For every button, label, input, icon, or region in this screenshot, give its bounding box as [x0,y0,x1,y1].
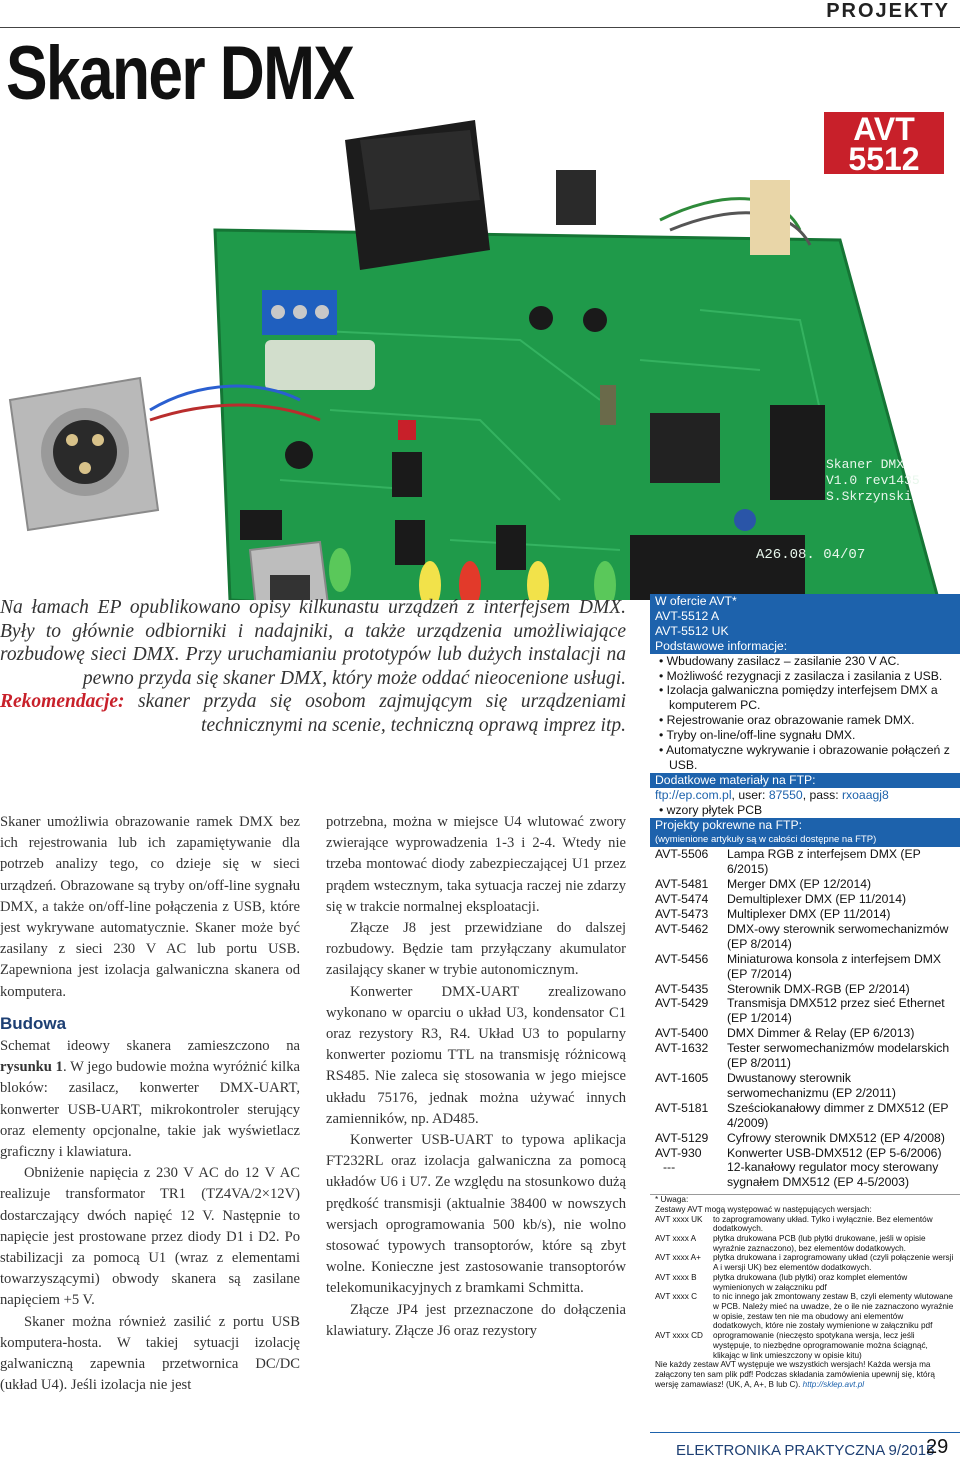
lead-paragraph [0,596,626,737]
pin-header [750,180,790,255]
project-row [650,847,960,877]
project-code: AVT-5129 [655,1130,709,1145]
note-key: AVT xxxx UK [655,1214,703,1224]
note-title: * Uwaga: [655,1195,689,1205]
project-desc: Demultiplexer DMX (EP 11/2014) [727,892,907,907]
footer-rule [650,1432,960,1433]
silkscreen-line-2: V1.0 rev1435 [826,473,920,488]
note-key: AVT xxxx CD [655,1331,703,1341]
ftp-pass: rxoaagj8 [842,787,889,802]
avt-badge-line2: 5512 [848,141,920,177]
col2-paragraph-4: Konwerter USB-UART to typowa aplikacja FT232RL oraz izolacja galwaniczna za pomocą układów U6 i U7. Ze względu na stosunkowo dużą prędkość transmisji (aktualnie 38400 w nowszych wersjach oprogramowania 500 kb/s), nie wolno stosować typowych transoptorów, które są zbyt wolne. Konieczne jest zastosowanie transoptorów telekomunikacyjnych z bramkami Schmitta. [326,1132,626,1297]
project-desc: Cyfrowy sterownik DMX512 (EP 4/2008) [727,1130,945,1145]
note-key: AVT xxxx B [655,1272,697,1282]
project-row [650,1146,960,1161]
project-desc: DMX Dimmer & Relay (EP 6/2013) [727,1026,915,1041]
terminal-block [262,290,337,335]
info-sidebar [650,594,960,1389]
text-column-1 [0,812,300,1396]
lead-recommendation [0,690,626,737]
transformer [345,120,490,270]
silkscreen-line-1: Skaner DMX [826,457,905,472]
footer-magazine: ELEKTRONIKA PRAKTYCZNA 9/2015 [676,1442,935,1459]
project-code: AVT-5400 [655,1026,709,1041]
section-label: PROJEKTY [826,0,950,22]
project-code: AVT-1632 [655,1041,709,1056]
page-title: Skaner DMX [6,31,354,116]
project-code: AVT-5429 [655,996,709,1011]
project-code: AVT-5181 [655,1100,709,1115]
pcb-board [215,230,948,600]
project-row [650,877,960,892]
project-desc: Lampa RGB z interfejsem DMX (EP 6/2015) [727,847,921,877]
section-heading-budowa: Budowa [0,1013,67,1033]
p2-start: Schemat ideowy skanera zamieszczono na [0,1038,300,1055]
note-value: płytka drukowana (lub płytki) oraz komplet elementów wymienionych w załączniku pdf [713,1272,908,1292]
project-desc: Miniaturowa konsola z interfejsem DMX (EP 7/2014) [727,951,942,981]
project-code: --- [663,1160,676,1175]
note-row [655,1292,955,1331]
project-code: AVT-5474 [655,892,709,907]
project-desc: Sześciokanałowy dimmer z DMX512 (EP 4/2009) [727,1100,949,1130]
xlr-connector [10,378,158,530]
project-code: AVT-930 [655,1145,702,1160]
note-row [655,1331,955,1360]
col1-paragraph-3: Obniżenie napięcia z 230 V AC do 12 V AC realizuje transformator TR1 (TZ4VA/2×12V) dostarczający dwóch napięć 12 V. Następnie to napięcie jest prostowane przez diody D1 i D2. Po stabilizacji za pomocą U1 (wraz z elementami towarzyszącymi) obwody skanera są zasilane napięciem +5 V. [0,1165,300,1309]
ftp-list [650,803,960,818]
projects-list [650,847,960,1190]
project-desc: Transmisja DMX512 przez sieć Ethernet (EP 1/2014) [727,996,945,1026]
recommendation-label: Rekomendacje: [0,691,125,712]
col2-paragraph-1: potrzebna, można w miejsce U4 wlutować zwory zwierające wyprowadzenia 1-3 i 2-4. Wtedy nie trzeba montować diody zabezpieczającej U1 przez prądem wstecznym, taka sytuacja raczej nie zdarzy się w trakcie normalnej eksploatacji. [326,814,626,915]
project-desc: Dwustanowy sterownik serwomechanizmu (EP 2/2011) [727,1071,896,1100]
idc-connector-small [770,405,825,500]
note-value: płytka drukowana i zaprogramowany układ (czyli połączenie wersji A i wersji UK) bez elementów dodatkowych. [713,1253,954,1273]
note-key: AVT xxxx A [655,1234,697,1244]
avt-badge [824,111,944,177]
note-value: płytka drukowana PCB (lub płytki drukowane, jeśli w opisie wyraźnie zaznaczono), bez elementów dodatkowych. [713,1234,926,1253]
ftp-user: 87550 [768,787,803,802]
page-number: 29 [926,1436,949,1458]
text-column-2 [326,812,626,1342]
note-key: AVT xxxx C [655,1292,698,1302]
sidebar-heading-ftp: Dodatkowe materiały na FTP: [650,773,960,788]
note-row [655,1273,955,1292]
project-row [650,907,960,922]
note-end-text: Nie każdy zestaw AVT występuje we wszystkich wersjach! Każda wersja ma załączony ten sam plik pdf! Podczas składania zamówienia upewnij się, którą wersję zamawiasz! (UK, A, A+, B lub C). [655,1360,935,1389]
pcb-photo [0,80,960,600]
col2-paragraph-5: Złącze JP4 jest przeznaczone do dołączenia klawiatury. Złącze J6 oraz rezystory [326,1301,626,1339]
project-row [650,1101,960,1131]
shop-link[interactable]: http://sklep.avt.pl [802,1379,865,1389]
info-item: • Rejestrowanie oraz obrazowanie ramek DMX. [655,713,955,728]
p2-end: . W jego budowie można wyróżnić kilka bloków: zasilacz, konwerter DMX-UART, konwerter USB-UART, mikrokontroler sterujący oraz elementy opcjonalne, takie jak wyświetlacz graficzny i klawiatura. [0,1059,300,1161]
note-row [655,1215,955,1234]
usb-b-connector [250,542,330,600]
info-item: • Wbudowany zasilacz – zasilanie 230 V AC. [655,654,955,669]
col1-paragraph-2 [0,1036,300,1163]
sidebar-offer-uk: AVT-5512 UK [650,624,960,639]
note-value: to zaprogramowany układ. Tylko i wyłącznie. Bez elementów dodatkowych. [713,1214,933,1234]
project-row [650,1131,960,1146]
microcontroller [650,413,720,483]
sidebar-heading-projects: Projekty pokrewne na FTP: [650,818,960,833]
project-row [650,892,960,907]
note-row [655,1234,955,1253]
figure-ref: rysunku 1 [0,1059,63,1076]
voltage-regulator [556,170,596,225]
note-end [655,1360,955,1389]
project-row [650,922,960,952]
project-code: AVT-5506 [655,847,709,862]
info-item: • Tryby on-line/off-line sygnału DMX. [655,728,955,743]
project-desc: Sterownik DMX-RGB (EP 2/2014) [727,981,910,996]
info-item: • Izolacja galwaniczna pomiędzy interfejsem DMX a komputerem PC. [655,683,955,713]
idc-connector-large [630,535,805,600]
header-rule [0,27,960,28]
kit-versions-note [650,1194,960,1389]
project-row [650,1026,960,1041]
note-value: oprogramowanie (nieczęsto spotykana wersja, lecz jeśli występuje, to niezbędne oprogramowanie można ściągnąć, klikając w link umieszczony w opisie kitu) [713,1331,928,1360]
project-desc: Konwerter USB-DMX512 (EP 5-6/2006) [727,1145,942,1160]
note-value: to nic innego jak zmontowany zestaw B, czyli elementy wlutowane w PCB. Należy mieć na uwadze, że o ile nie zaznaczono wyraźnie w opisie, zestaw ten nie ma obudowy ani elementów dodatkowych, które nie zostały wymienione w załączniku pdf [713,1292,954,1331]
note-key: AVT xxxx A+ [655,1253,701,1263]
project-code: AVT-5435 [655,981,709,996]
project-row [650,952,960,982]
silkscreen-line-3: S.Skrzynski [826,489,912,504]
info-item: • Automatyczne wykrywanie i obrazowanie połączeń z USB. [655,743,955,773]
project-code: AVT-5481 [655,877,709,892]
ftp-credentials [650,788,960,803]
project-code: AVT-5462 [655,921,709,936]
project-desc: Merger DMX (EP 12/2014) [727,877,872,892]
ftp-link[interactable]: ftp://ep.com.pl [655,787,732,802]
project-desc: 12-kanałowy regulator mocy sterowany sygnałem DMX512 (EP 4-5/2003) [727,1160,939,1190]
project-code: AVT-1605 [655,1071,709,1085]
silkscreen-line-4: A26.08. 04/07 [756,547,866,563]
project-row [650,1160,960,1190]
note-row [655,1253,955,1272]
lead-text: Na łamach EP opublikowano opisy kilkunastu urządzeń z interfejsem DMX. Były to głównie odbiorniki i nadajniki, a także urządzenia umożliwiające rozbudowę sieci DMX. Przy uruchamianiu prototypów lub dużych instalacji na pewno przyda się skaner DMX, który może oddać nieocenione usługi. [0,597,626,689]
ftp-item: • wzory płytek PCB [655,803,955,818]
project-desc: Tester serwomechanizmów modelarskich (EP 8/2011) [727,1041,950,1071]
sidebar-offer-a: AVT-5512 A [650,609,960,624]
project-code: AVT-5456 [655,951,709,966]
project-row [650,1071,960,1101]
project-code: AVT-5473 [655,907,709,922]
ftp-pass-label: , pass: [802,787,842,802]
project-row [650,982,960,997]
project-row [650,1041,960,1071]
sidebar-heading-info: Podstawowe informacje: [650,639,960,654]
sidebar-heading-offer: W ofercie AVT* [650,594,960,609]
avt-badge-line1: AVT [853,111,915,147]
project-desc: Multiplexer DMX (EP 11/2014) [727,907,891,922]
sidebar-projects-subheading: (wymienione artykuły są w całości dostępne na FTP) [650,833,960,848]
col2-paragraph-3: Konwerter DMX-UART zrealizowano wykonano w oparciu o układ U3, kondensator C1 oraz rezystory R3, R4. Układ U3 to popularny konwerter poziomu TTL na transmisję różnicową RS485. Nie zaleca się stosowania w jego miejsce układu 75176, jednak można używać innych zamienników, np. AD485. [326,983,626,1127]
col2-paragraph-2: Złącze J8 jest przewidziane do dalszej rozbudowy. Będzie tam przyłączany akumulator zasilający skaner w trybie autonomicznym. [326,920,626,979]
col1-paragraph-4: Skaner można również zasilić z portu USB komputera-hosta. W takiej sytuacji izolację galwaniczną zapewnia przetwornica DC/DC (układ U4). Jeśli izolacja nie jest [0,1313,300,1394]
info-item: • Możliwość rezygnacji z zasilacza i zasilania z USB. [655,669,955,684]
fuse-holder [265,340,375,390]
note-intro: Zestawy AVT mogą występować w następujących wersjach: [655,1204,872,1214]
project-desc: DMX-owy sterownik serwomechanizmów (EP 8/2014) [727,921,949,951]
info-list [650,654,960,773]
col1-paragraph-1: Skaner umożliwia obrazowanie ramek DMX bez ich rejestrowania lub ich zapamiętywanie dla potrzeb analizy tego, co dzieje się w sieci urządzeń. Obrazowane są tryby on/off-line sygnału DMX, a także on/off-line połączenia z USB, które jest wykrywane automatycznie. Skaner może być zasilany z sieci 230 V AC lub portu USB. Zapewniona jest izolacja galwaniczna skanera od komputera. [0,814,300,1000]
recommendation-text: skaner przyda się osobom zajmującym się urządzeniami technicznymi na scenie, techniczną oprawą imprez itp. [124,691,626,736]
project-row [650,996,960,1026]
ftp-user-label: , user: [731,787,769,802]
